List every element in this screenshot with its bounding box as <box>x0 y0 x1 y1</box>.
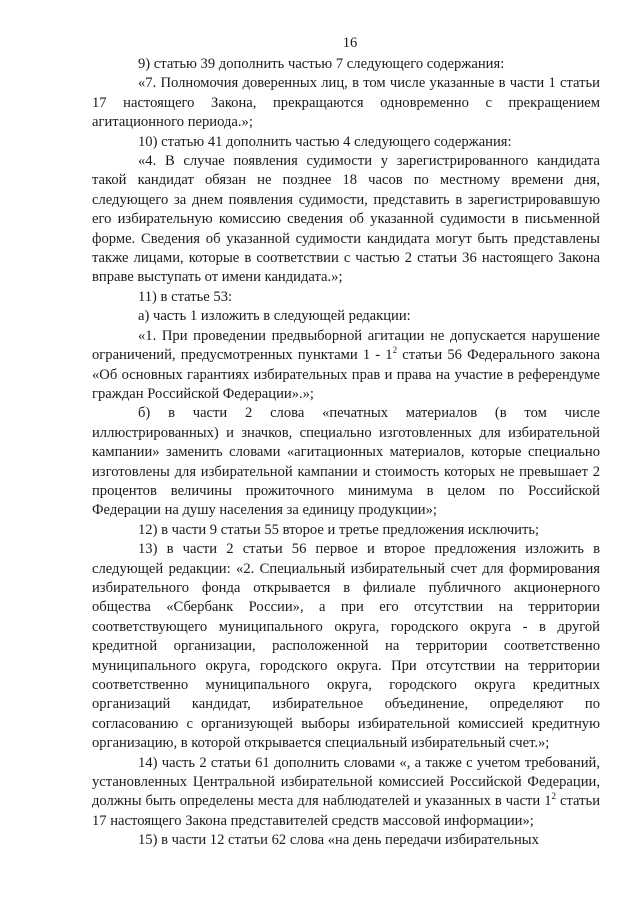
paragraph-item-15: 15) в части 12 статьи 62 слова «на день передачи избирательных <box>138 832 539 849</box>
paragraph-quote-part-4: «4. В случае появления судимости у зарегистрированного кандидата такой кандидат обязан не позднее 18 часов по местному времени дня, следующего за днем появления судимости, представить в зарегистрировавшую его избирательную комиссию сведения об указанной судимости в письменной форме. Сведения об указанной судимости кандидата могут быть представлены также лицами, которые в соответствии с частью 2 статьи 36 настоящего Закона вправе выступать от имени кандидата.»; <box>92 153 600 286</box>
paragraph-item-10: 10) статью 41 дополнить частью 4 следующего содержания: <box>138 133 512 150</box>
paragraph-item-11: 11) в статье 53: <box>138 288 233 305</box>
paragraph-quote-part-7: «7. Полномочия доверенных лиц, в том числе указанные в части 1 статьи 17 настоящего Закона, прекращаются одновременно с прекращением агитационного периода.»; <box>92 75 600 131</box>
paragraph-item-13: 13) в части 2 статьи 56 первое и второе предложения изложить в следующей редакции: «2. Специальный избирательный счет для формирования избирательного фонда открывается в филиале публичного акционерного общества «Сбербанк России», а при его отсутствии на территории соответствующего муниципального округа, городского округа - в другой кредитной организации, расположенной на территории соответственно муниципального округа, городского округа. При отсутствии на территории соответственно муниципального округа, городского округа кредитных организаций кандидат, избирательное объединение, определяют по согласованию с организующей выборы избирательной комиссией кредитную организацию, в которой открывается специальный избирательный счет.»; <box>92 541 600 752</box>
paragraph-item-9: 9) статью 39 дополнить частью 7 следующего содержания: <box>138 56 505 72</box>
paragraph-item-14 <box>92 754 600 832</box>
paragraph-quote-part-1 <box>92 327 600 405</box>
superscript: 2 <box>551 791 557 802</box>
paragraph-text: 14) часть 2 статьи 61 дополнить словами «, а также с учетом требований, установленных Центральной избирательной комиссией Российской Федерации, должны быть определены места для наблюдателей и указанных в части 1 <box>92 754 600 810</box>
paragraph-text: статьи 17 настоящего Закона представителей средств массовой информации»; <box>92 793 601 829</box>
paragraph-item-11b: б) в части 2 слова «печатных материалов (в том числе иллюстрированных) и значков, специально изготовленных для избирательной кампании» заменить словами «агитационных материалов, которые специально изготовлены для избирательной кампании и стоимость которых не превышает 2 процентов величины прожиточного минимума в целом по Российской Федерации на душу населения за единицу продукции»; <box>92 405 600 519</box>
paragraph-item-12: 12) в части 9 статьи 55 второе и третье предложения исключить; <box>138 521 540 538</box>
paragraph-text: статьи 56 Федерального закона «Об основных гарантиях избирательных прав и права на участие в референдуме граждан Российской Федерации».»; <box>92 347 600 402</box>
paragraph-item-11a: а) часть 1 изложить в следующей редакции: <box>138 308 411 325</box>
paragraph-text: «1. При проведении предвыборной агитации не допускается нарушение ограничений, предусмотренных пунктами 1 - 1 <box>92 327 600 364</box>
superscript: 2 <box>392 345 398 356</box>
page-number: 16 <box>342 35 358 51</box>
